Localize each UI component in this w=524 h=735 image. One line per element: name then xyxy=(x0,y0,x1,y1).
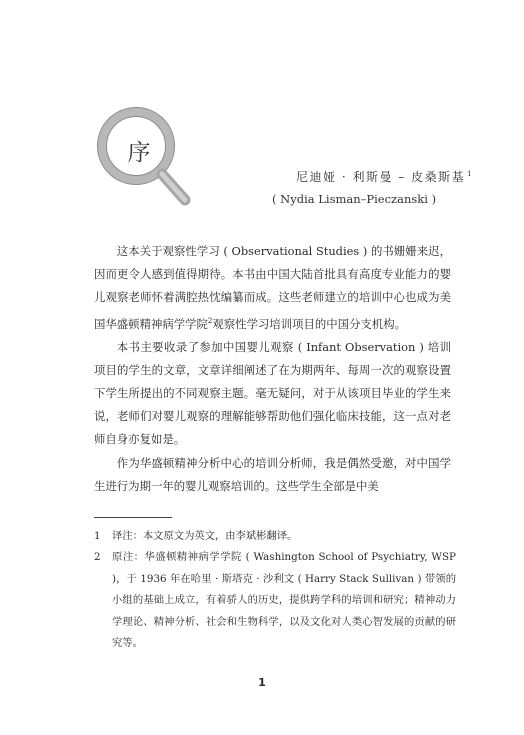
author-footnote-ref: 1 xyxy=(467,170,474,178)
preface-title: 序 xyxy=(127,139,151,166)
footnote-text: 译注：本文原文为英文，由李斌彬翻译。 xyxy=(112,530,298,542)
author-name-cn-text: 尼迪娅 · 利斯曼 – 皮桑斯基 xyxy=(296,170,466,184)
footnote xyxy=(94,547,456,654)
paragraph: 作为华盛顿精神分析中心的培训分析师，我是偶然受邀，对中国学生进行为期一年的婴儿观察培训的。这些学生全部是中美 xyxy=(94,455,451,493)
author-name-cn xyxy=(296,168,473,185)
footnote-ref: 2 xyxy=(207,316,213,325)
footnote-number: 2 xyxy=(94,551,101,564)
footnotes xyxy=(94,526,456,654)
paragraph xyxy=(94,240,451,336)
paragraph-text: 这本关于观察性学习 ( Observational Studies ) 的书姗姗来迟，因而更令人感到值得期待。本书由中国大陆首批具有高度专业能力的婴儿观察老师怀着满腔热忱编纂而成。这些老师建立的培训中心也成为美国华盛顿精神病学学院 xyxy=(94,244,451,331)
footnote-number: 1 xyxy=(94,530,101,542)
footnote-text: 原注：华盛顿精神病学学院 ( Washington School of Psychiatry, WSP )，于 1936 年在哈里 · 斯塔克 · 沙利文 ( Harry Stack Sullivan ) 带领的小组的基础上成立，有着骄人的历史，提供跨学科的培训和研究；精神动力学理论、精神分析、社会和生物科学，以及文化对人类心智发展的贡献的研究等。 xyxy=(112,551,456,650)
paragraph-text: 观察性学习培训项目的中国分支机构。 xyxy=(212,316,407,331)
author-name-en: ( Nydia Lisman–Pieczanski ) xyxy=(272,192,437,206)
page-number: 1 xyxy=(258,676,266,689)
footnote-divider xyxy=(94,517,172,518)
paragraph: 本书主要收录了参加中国婴儿观察 ( Infant Observation ) 培训项目的学生的文章，文章详细阐述了在为期两年、每周一次的观察设置下学生所提出的不同观察主题。毫无疑问，对于从该项目毕业的学生来说，老师们对婴儿观察的理解能够帮助他们强化临床技能，这一点对老师自身亦复如是。 xyxy=(94,339,451,447)
footnote xyxy=(94,526,456,547)
body-text xyxy=(94,240,451,498)
